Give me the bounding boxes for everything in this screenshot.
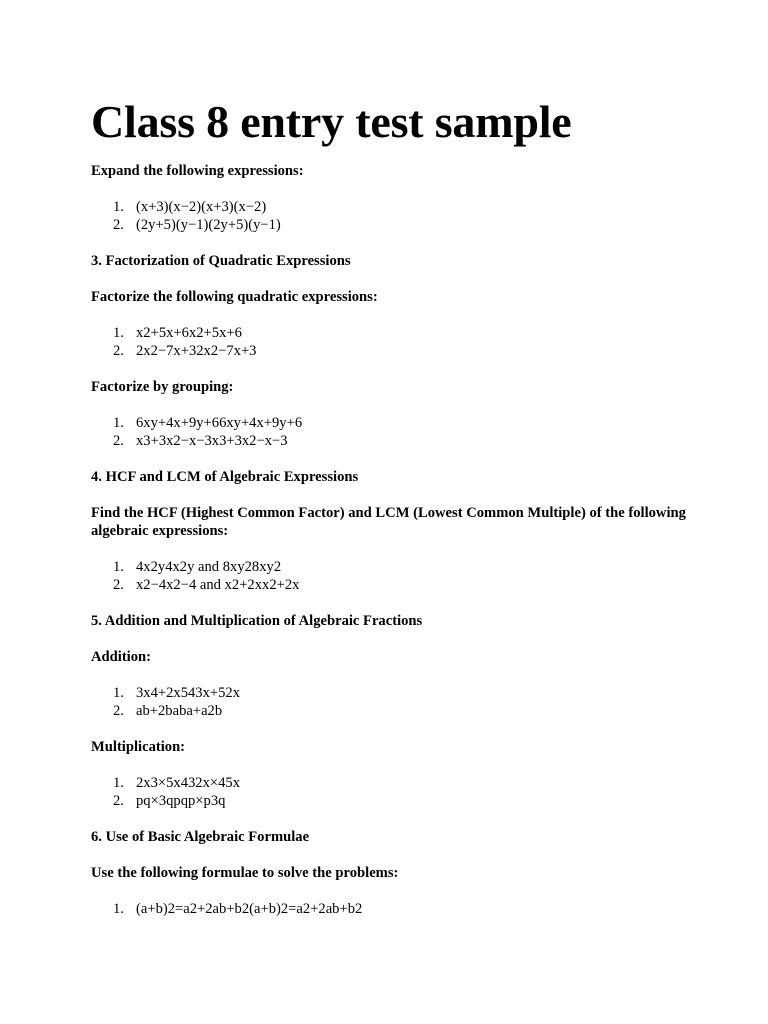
- list-item: 2. 2x2−7x+32x2−7x+3: [113, 343, 257, 359]
- list-item: 2. x2−4x2−4 and x2+2xx2+2x: [113, 577, 300, 593]
- list-expand: [91, 198, 691, 234]
- list-multiplication: [91, 774, 691, 810]
- section-heading-expand: Expand the following expressions:: [91, 163, 304, 179]
- instruction-hcf-lcm: Find the HCF (Highest Common Factor) and LCM (Lowest Common Multiple) of the following algebraic expressions:: [91, 505, 686, 539]
- list-item: 1. (a+b)2=a2+2ab+b2(a+b)2=a2+2ab+b2: [113, 901, 363, 917]
- document-title: Class 8 entry test sample: [91, 96, 572, 147]
- list-item: 1. 2x3×5x432x×45x: [113, 775, 241, 791]
- list-grouping: [91, 414, 691, 450]
- subheading-multiplication: Multiplication:: [91, 739, 186, 755]
- list-item: 2. x3+3x2−x−3x3+3x2−x−3: [113, 433, 288, 449]
- list-formulae: [91, 900, 691, 918]
- instruction-factorize-grouping: Factorize by grouping:: [91, 379, 234, 395]
- section-heading-formulae: 6. Use of Basic Algebraic Formulae: [91, 829, 310, 845]
- document-page: [91, 92, 691, 918]
- instruction-formulae: Use the following formulae to solve the problems:: [91, 865, 399, 881]
- subheading-addition: Addition:: [91, 649, 152, 665]
- list-item: 2. (2y+5)(y−1)(2y+5)(y−1): [113, 217, 281, 233]
- list-item: 1. 3x4+2x543x+52x: [113, 685, 241, 701]
- list-item: 2. ab+2baba+a2b: [113, 703, 223, 719]
- list-addition: [91, 684, 691, 720]
- list-quadratic: [91, 324, 691, 360]
- section-heading-fractions: 5. Addition and Multiplication of Algebraic Fractions: [91, 613, 423, 629]
- list-item: 2. pq×3qpqp×p3q: [113, 793, 226, 809]
- section-heading-factorization: 3. Factorization of Quadratic Expressions: [91, 253, 351, 269]
- list-hcf-lcm: [91, 558, 691, 594]
- instruction-factorize-quadratic: Factorize the following quadratic expressions:: [91, 289, 378, 305]
- list-item: 1. 6xy+4x+9y+66xy+4x+9y+6: [113, 415, 303, 431]
- section-heading-hcf-lcm: 4. HCF and LCM of Algebraic Expressions: [91, 469, 359, 485]
- list-item: 1. 4x2y4x2y and 8xy28xy2: [113, 559, 282, 575]
- list-item: 1. x2+5x+6x2+5x+6: [113, 325, 242, 341]
- list-item: 1. (x+3)(x−2)(x+3)(x−2): [113, 199, 267, 215]
